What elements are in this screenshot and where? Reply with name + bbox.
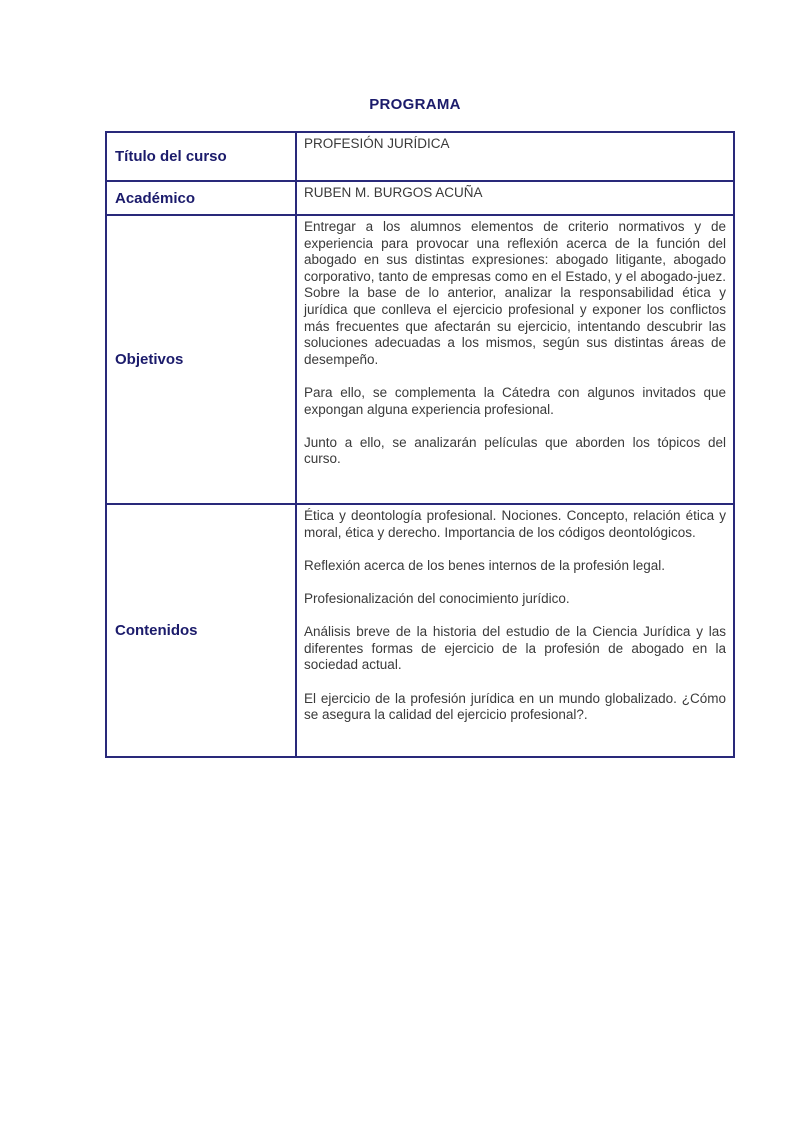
row-label-contenidos bbox=[107, 505, 297, 756]
table-row-contenidos bbox=[107, 505, 733, 756]
row-label-objetivos bbox=[107, 216, 297, 503]
paragraph: Ética y deontología profesional. Nociones. Concepto, relación ética y moral, ética y derecho. Importancia de los códigos deontológicos. bbox=[304, 508, 726, 540]
table-row-academico bbox=[107, 182, 733, 216]
row-content-contenidos bbox=[297, 505, 733, 756]
paragraph: PROFESIÓN JURÍDICA bbox=[304, 136, 450, 151]
paragraph: RUBEN M. BURGOS ACUÑA bbox=[304, 185, 483, 200]
paragraph: Profesionalización del conocimiento jurídico. bbox=[304, 590, 570, 606]
paragraph: Entregar a los alumnos elementos de criterio normativos y de experiencia para provocar una reflexión acerca de la función del abogado en sus distintas expresiones: abogado litigante, abogado corporativo, tanto de empresas como en el Estado, y el abogado-juez. Sobre la base de lo anterior, analizar la responsabilidad ética y jurídica que conlleva el ejercicio profesional y exponer los conflictos más frecuentes que afectarán su ejercicio, intentando descubrir las soluciones adecuadas a los mismos, según sus distintas áreas de desempeño. bbox=[304, 219, 726, 367]
row-content-objetivos bbox=[297, 216, 733, 503]
row-label-text: Objetivos bbox=[115, 351, 184, 368]
table-row-objetivos bbox=[107, 216, 733, 505]
row-label-text: Contenidos bbox=[115, 622, 198, 639]
paragraph: El ejercicio de la profesión jurídica en un mundo globalizado. ¿Cómo se asegura la calidad del ejercicio profesional?. bbox=[304, 690, 726, 723]
program-table bbox=[105, 131, 735, 758]
paragraph: Para ello, se complementa la Cátedra con algunos invitados que expongan alguna experiencia profesional. bbox=[304, 384, 726, 417]
table-row-titulo-del-curso bbox=[107, 133, 733, 182]
row-content-academico bbox=[297, 182, 733, 214]
row-label-text: Académico bbox=[115, 189, 196, 207]
row-content-titulo-del-curso bbox=[297, 133, 733, 180]
row-label-text: Título del curso bbox=[115, 148, 227, 165]
paragraph: Junto a ello, se analizarán películas que aborden los tópicos del curso. bbox=[304, 434, 726, 467]
paragraph: Reflexión acerca de los benes internos de la profesión legal. bbox=[304, 557, 665, 573]
paragraph: Análisis breve de la historia del estudio de la Ciencia Jurídica y las diferentes formas de ejercicio de la profesión de abogado en la sociedad actual. bbox=[304, 624, 726, 673]
row-label-titulo-del-curso bbox=[107, 133, 297, 180]
page-title: PROGRAMA bbox=[369, 96, 461, 113]
row-label-academico bbox=[107, 182, 297, 214]
